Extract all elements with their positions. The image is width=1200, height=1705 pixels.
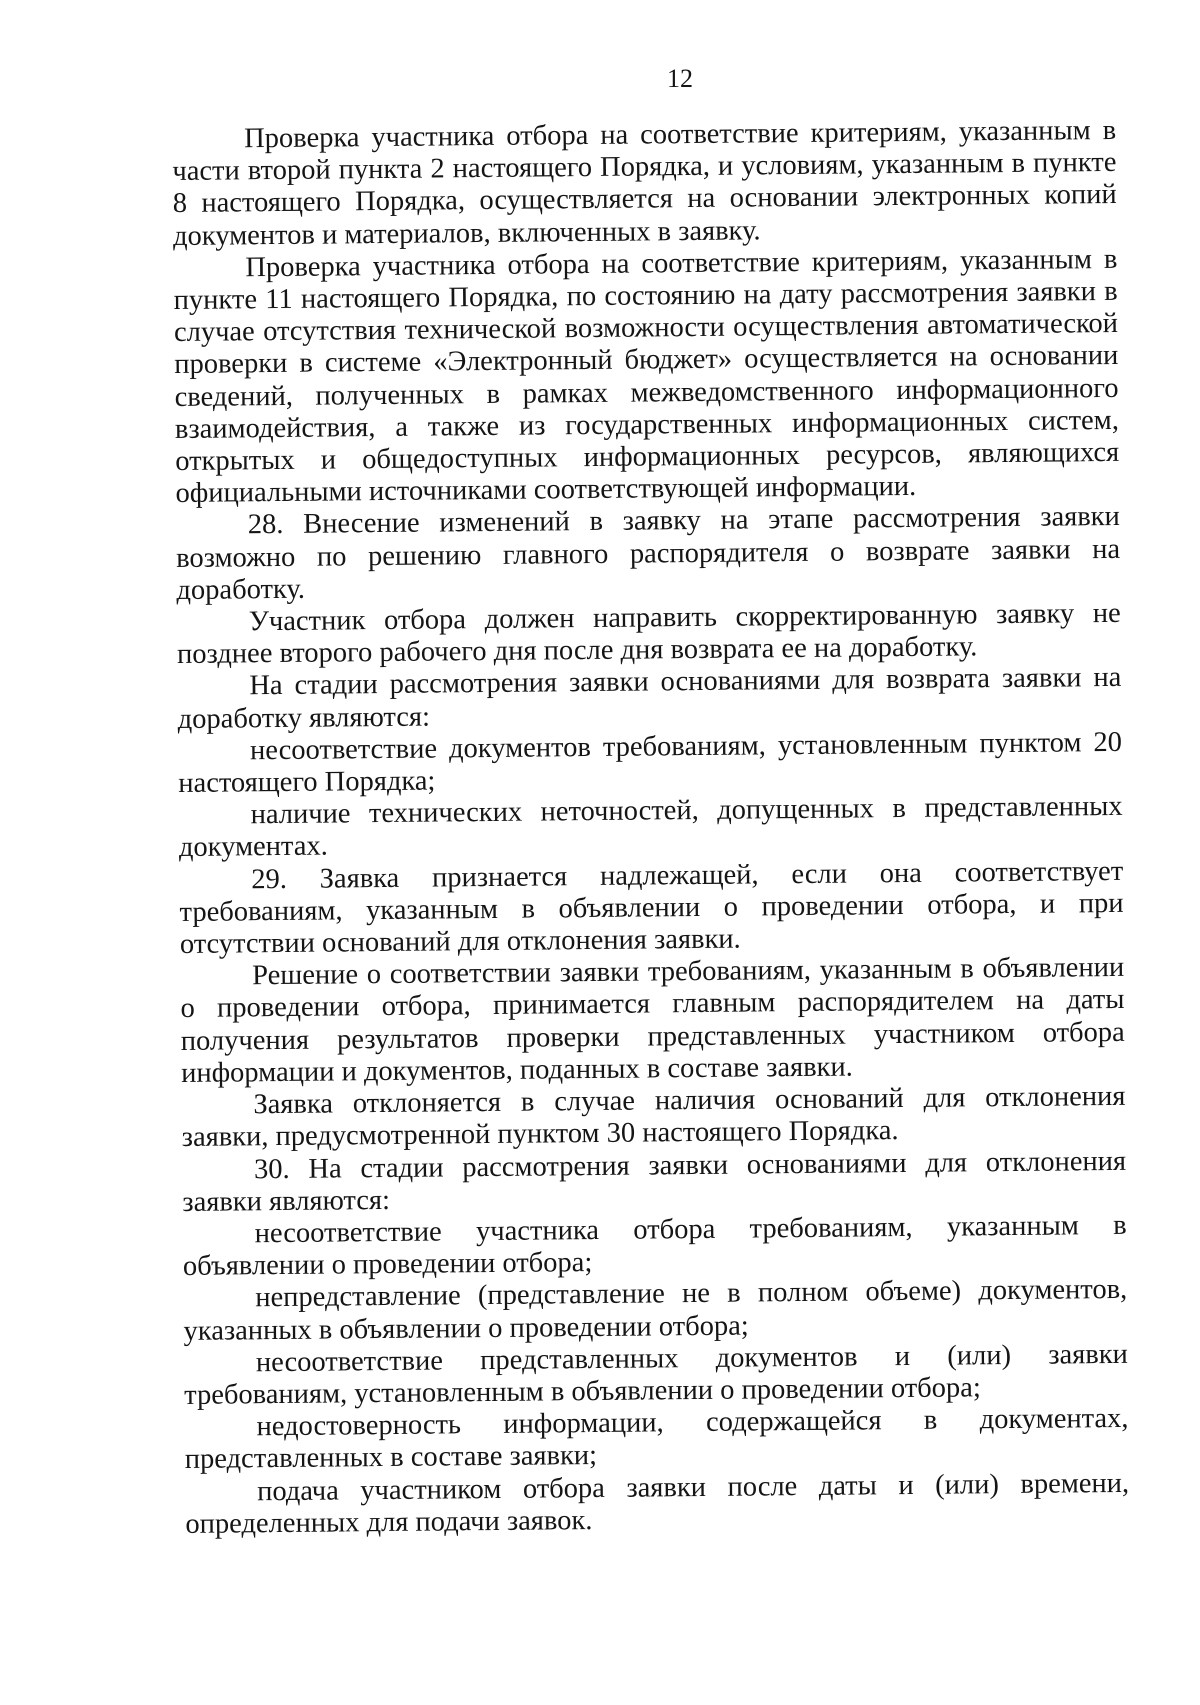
document-body bbox=[172, 115, 1130, 1541]
list-item: подача участником отбора заявки после даты и (или) времени, определенных для подачи заявок. bbox=[185, 1467, 1130, 1540]
paragraph: Заявка отклоняется в случае наличия оснований для отклонения заявки, предусмотренной пунктом 30 настоящего Порядка. bbox=[181, 1080, 1126, 1154]
paragraph: Проверка участника отбора на соответствие критериям, указанным в пункте 11 настоящего Порядка, по состоянию на дату рассмотрения заявки в случае отсутствия технической возможности осуществления автоматической проверки в системе «Электронный бюджет» осуществляется на основании сведений, полученных в рамках межведомственного информационного взаимодействия, а также из государственных информационных систем, открытых и общедоступных информационных ресурсов, являющихся официальными источниками соответствующей информации. bbox=[173, 243, 1120, 510]
page-number: 12 bbox=[667, 64, 693, 93]
paragraph: Участник отбора должен направить скорректированную заявку не позднее второго рабочего дня после дня возврата ее на доработку. bbox=[176, 597, 1121, 671]
list-item: несоответствие представленных документов и (или) заявки требованиям, установленным в объявлении о проведении отбора; bbox=[184, 1338, 1129, 1411]
list-item: непредставление (представление не в полном объеме) документов, указанных в объявлении о проведении отбора; bbox=[183, 1274, 1128, 1347]
list-item: несоответствие участника отбора требованиям, указанным в объявлении о проведении отбора; bbox=[182, 1209, 1127, 1283]
list-item: несоответствие документов требованиям, установленным пунктом 20 настоящего Порядка; bbox=[178, 726, 1123, 800]
list-item: наличие технических неточностей, допущенных в представленных документах. bbox=[178, 791, 1123, 864]
paragraph: 28. Внесение изменений в заявку на этапе рассмотрения заявки возможно по решению главного распорядителя о возврате заявки на доработку. bbox=[176, 501, 1121, 606]
paragraph: На стадии рассмотрения заявки основаниями для возврата заявки на доработку являются: bbox=[177, 662, 1122, 735]
paragraph: Проверка участника отбора на соответствие критериям, указанным в части второй пункта 2 настоящего Порядка, и условиям, указанным в пункте 8 настоящего Порядка, осуществляется на основании электронных копий документов и материалов, включенных в заявку. bbox=[172, 114, 1117, 252]
list-item: недостоверность информации, содержащейся в документах, представленных в составе заявки; bbox=[184, 1403, 1129, 1476]
paragraph: 29. Заявка признается надлежащей, если она соответствует требованиям, указанным в объявлении о проведении отбора, и при отсутствии оснований для отклонения заявки. bbox=[179, 855, 1124, 961]
paragraph: Решение о соответствии заявки требованиям, указанным в объявлении о проведении отбора, принимается главным распорядителем на даты получения результатов проверки представленных участником отбора информации и документов, поданных в составе заявки. bbox=[180, 952, 1125, 1089]
paragraph: 30. На стадии рассмотрения заявки основаниями для отклонения заявки являются: bbox=[182, 1145, 1127, 1218]
